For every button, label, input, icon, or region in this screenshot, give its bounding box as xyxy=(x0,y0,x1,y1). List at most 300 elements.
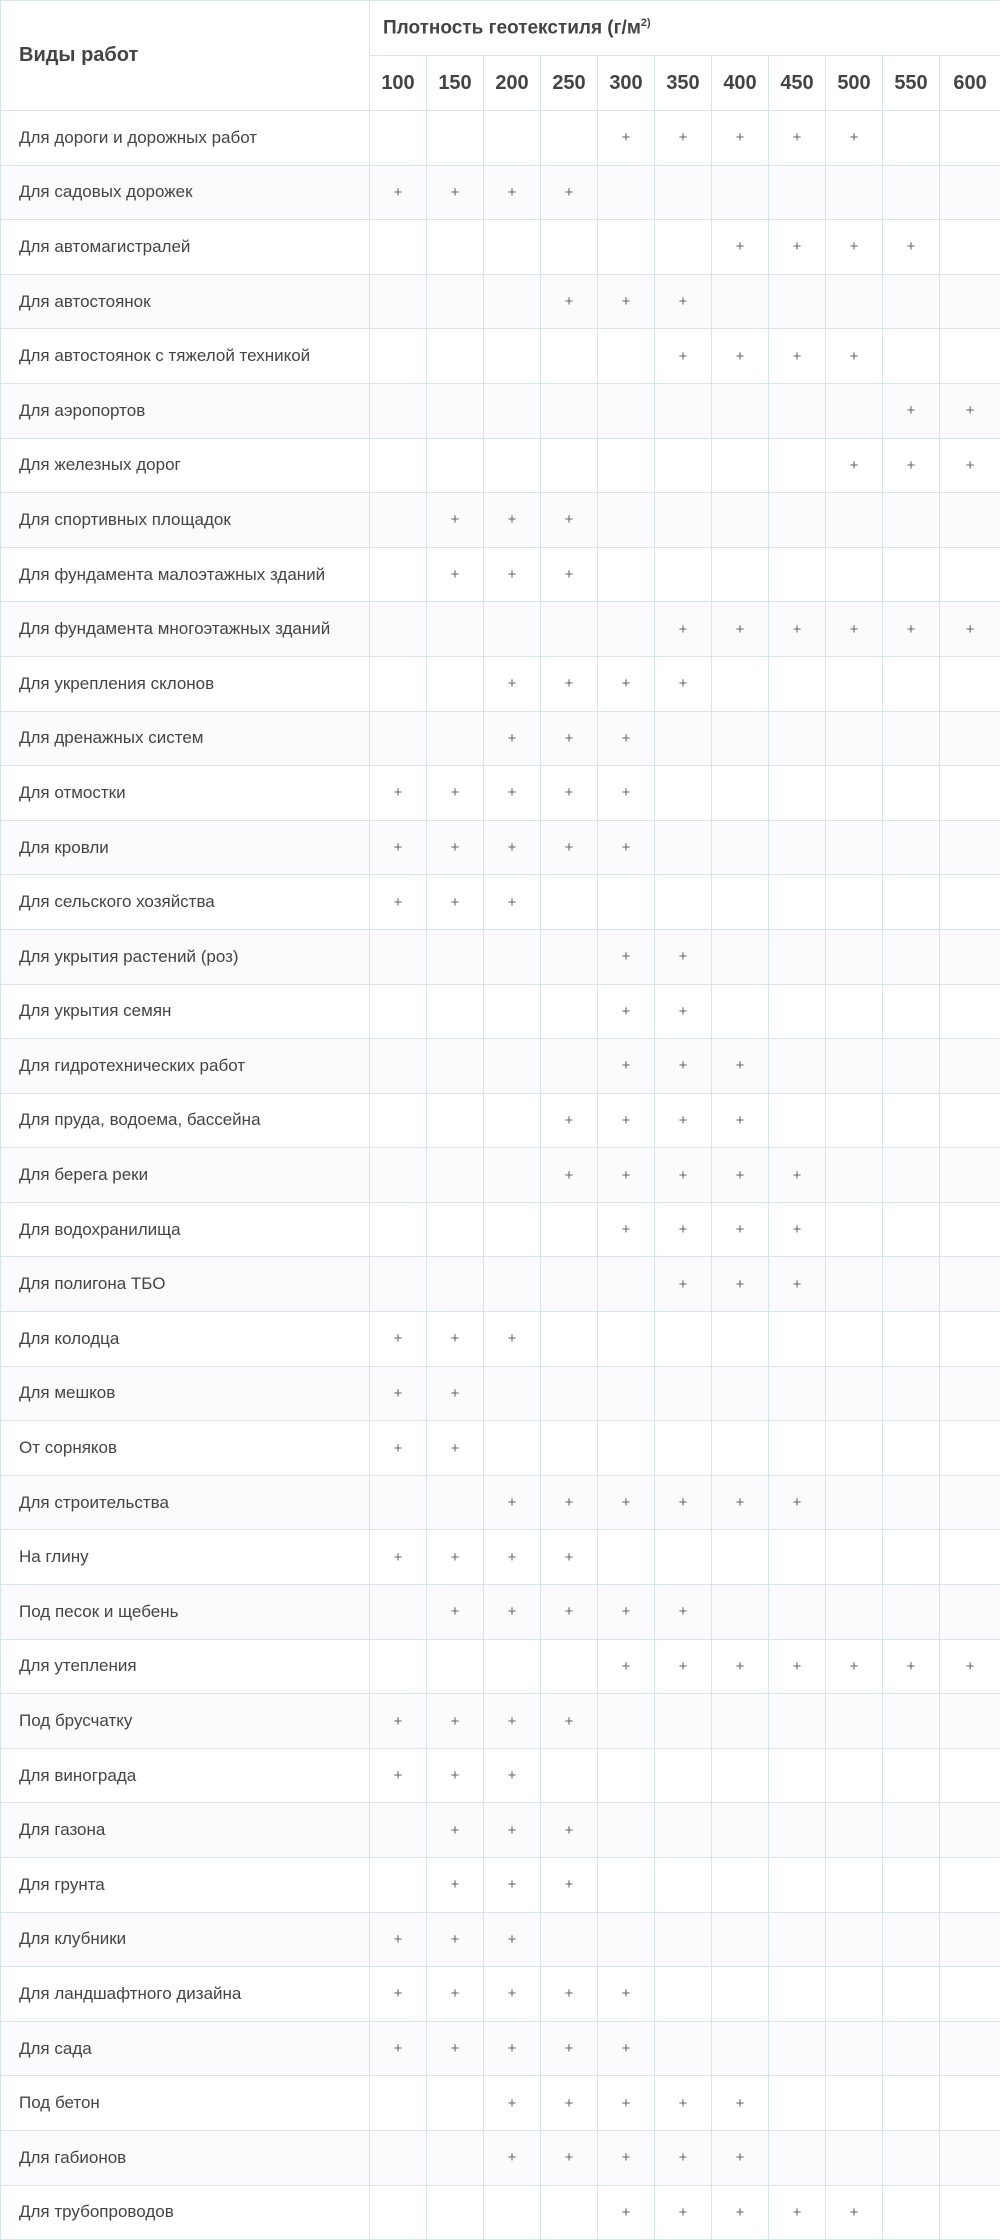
suitable-mark: + xyxy=(484,766,541,821)
empty-cell xyxy=(826,165,883,220)
empty-cell xyxy=(940,2130,1000,2185)
empty-cell xyxy=(940,1967,1000,2022)
table-row xyxy=(1,329,1000,384)
suitable-mark: + xyxy=(712,220,769,275)
empty-cell xyxy=(883,1748,940,1803)
suitable-mark: + xyxy=(598,984,655,1039)
empty-cell xyxy=(712,875,769,930)
empty-cell xyxy=(769,1912,826,1967)
table-row xyxy=(1,820,1000,875)
density-column-header: 450 xyxy=(769,56,826,111)
empty-cell xyxy=(826,984,883,1039)
suitable-mark: + xyxy=(598,1039,655,1094)
suitable-mark: + xyxy=(712,1093,769,1148)
empty-cell xyxy=(826,1694,883,1749)
empty-cell xyxy=(940,111,1000,166)
suitable-mark: + xyxy=(655,1475,712,1530)
work-type-label: Для водохранилища xyxy=(1,1202,370,1257)
density-column-header: 100 xyxy=(370,56,427,111)
suitable-mark: + xyxy=(598,820,655,875)
suitable-mark: + xyxy=(598,274,655,329)
empty-cell xyxy=(655,220,712,275)
empty-cell xyxy=(541,984,598,1039)
suitable-mark: + xyxy=(484,2130,541,2185)
empty-cell xyxy=(769,929,826,984)
work-type-label: Для спортивных площадок xyxy=(1,493,370,548)
suitable-mark: + xyxy=(541,1093,598,1148)
suitable-mark: + xyxy=(826,220,883,275)
empty-cell xyxy=(541,1366,598,1421)
empty-cell xyxy=(712,1803,769,1858)
work-type-label: Для габионов xyxy=(1,2130,370,2185)
table-row xyxy=(1,2130,1000,2185)
empty-cell xyxy=(655,1694,712,1749)
suitable-mark: + xyxy=(370,1748,427,1803)
empty-cell xyxy=(883,1093,940,1148)
suitable-mark: + xyxy=(427,1312,484,1367)
empty-cell xyxy=(484,274,541,329)
empty-cell xyxy=(769,1585,826,1640)
suitable-mark: + xyxy=(598,656,655,711)
table-row xyxy=(1,1858,1000,1913)
suitable-mark: + xyxy=(541,1803,598,1858)
empty-cell xyxy=(598,220,655,275)
table-row xyxy=(1,1585,1000,1640)
empty-cell xyxy=(940,274,1000,329)
suitable-mark: + xyxy=(769,1257,826,1312)
empty-cell xyxy=(940,165,1000,220)
table-row xyxy=(1,929,1000,984)
empty-cell xyxy=(940,1148,1000,1203)
suitable-mark: + xyxy=(655,2130,712,2185)
suitable-mark: + xyxy=(712,2076,769,2131)
empty-cell xyxy=(826,1585,883,1640)
suitable-mark: + xyxy=(598,1967,655,2022)
empty-cell xyxy=(370,1803,427,1858)
suitable-mark: + xyxy=(655,984,712,1039)
empty-cell xyxy=(883,1257,940,1312)
empty-cell xyxy=(370,1257,427,1312)
empty-cell xyxy=(940,1748,1000,1803)
suitable-mark: + xyxy=(427,493,484,548)
table-row xyxy=(1,875,1000,930)
empty-cell xyxy=(484,1202,541,1257)
table-row xyxy=(1,438,1000,493)
suitable-mark: + xyxy=(712,1039,769,1094)
empty-cell xyxy=(427,929,484,984)
empty-cell xyxy=(598,1257,655,1312)
suitable-mark: + xyxy=(598,2076,655,2131)
work-type-label: От сорняков xyxy=(1,1421,370,1476)
empty-cell xyxy=(484,929,541,984)
empty-cell xyxy=(655,493,712,548)
suitable-mark: + xyxy=(712,329,769,384)
empty-cell xyxy=(541,1912,598,1967)
empty-cell xyxy=(712,820,769,875)
empty-cell xyxy=(826,1530,883,1585)
table-row xyxy=(1,766,1000,821)
empty-cell xyxy=(826,274,883,329)
work-type-label: Для укрытия растений (роз) xyxy=(1,929,370,984)
table-row xyxy=(1,1312,1000,1367)
work-type-label: Для мешков xyxy=(1,1366,370,1421)
empty-cell xyxy=(427,1148,484,1203)
empty-cell xyxy=(769,438,826,493)
empty-cell xyxy=(598,165,655,220)
work-type-label: Для берега реки xyxy=(1,1148,370,1203)
table-row xyxy=(1,984,1000,1039)
empty-cell xyxy=(370,493,427,548)
empty-cell xyxy=(655,547,712,602)
empty-cell xyxy=(427,656,484,711)
empty-cell xyxy=(883,1312,940,1367)
empty-cell xyxy=(370,2076,427,2131)
suitable-mark: + xyxy=(427,1803,484,1858)
empty-cell xyxy=(712,766,769,821)
empty-cell xyxy=(541,220,598,275)
suitable-mark: + xyxy=(370,1421,427,1476)
empty-cell xyxy=(883,1530,940,1585)
empty-cell xyxy=(883,165,940,220)
suitable-mark: + xyxy=(883,1639,940,1694)
empty-cell xyxy=(427,1093,484,1148)
work-type-label: Для укрытия семян xyxy=(1,984,370,1039)
empty-cell xyxy=(883,493,940,548)
empty-cell xyxy=(769,1421,826,1476)
empty-cell xyxy=(541,1039,598,1094)
suitable-mark: + xyxy=(712,1257,769,1312)
empty-cell xyxy=(370,1093,427,1148)
empty-cell xyxy=(712,1585,769,1640)
suitable-mark: + xyxy=(940,383,1000,438)
empty-cell xyxy=(541,1257,598,1312)
suitable-mark: + xyxy=(484,1967,541,2022)
empty-cell xyxy=(370,329,427,384)
suitable-mark: + xyxy=(712,1148,769,1203)
empty-cell xyxy=(655,1967,712,2022)
work-type-label: Для грунта xyxy=(1,1858,370,1913)
empty-cell xyxy=(769,711,826,766)
suitable-mark: + xyxy=(484,165,541,220)
work-type-label: Для газона xyxy=(1,1803,370,1858)
empty-cell xyxy=(769,766,826,821)
table-row xyxy=(1,1912,1000,1967)
suitable-mark: + xyxy=(655,1093,712,1148)
empty-cell xyxy=(370,2185,427,2240)
empty-cell xyxy=(883,1858,940,1913)
empty-cell xyxy=(370,929,427,984)
empty-cell xyxy=(940,220,1000,275)
suitable-mark: + xyxy=(484,875,541,930)
suitable-mark: + xyxy=(769,2185,826,2240)
empty-cell xyxy=(712,2021,769,2076)
suitable-mark: + xyxy=(598,766,655,821)
empty-cell xyxy=(769,875,826,930)
suitable-mark: + xyxy=(370,820,427,875)
empty-cell xyxy=(826,766,883,821)
empty-cell xyxy=(712,165,769,220)
density-header-superscript: 2) xyxy=(641,17,651,29)
table-row xyxy=(1,1967,1000,2022)
empty-cell xyxy=(883,820,940,875)
empty-cell xyxy=(940,656,1000,711)
work-type-label: Для садовых дорожек xyxy=(1,165,370,220)
empty-cell xyxy=(940,929,1000,984)
table-row xyxy=(1,1530,1000,1585)
empty-cell xyxy=(940,711,1000,766)
empty-cell xyxy=(598,329,655,384)
empty-cell xyxy=(940,329,1000,384)
suitable-mark: + xyxy=(484,2076,541,2131)
density-column-header: 300 xyxy=(598,56,655,111)
empty-cell xyxy=(427,1475,484,1530)
suitable-mark: + xyxy=(712,111,769,166)
suitable-mark: + xyxy=(712,1202,769,1257)
suitable-mark: + xyxy=(427,766,484,821)
suitable-mark: + xyxy=(598,1585,655,1640)
work-type-label: Под бетон xyxy=(1,2076,370,2131)
empty-cell xyxy=(883,274,940,329)
empty-cell xyxy=(541,383,598,438)
empty-cell xyxy=(826,1858,883,1913)
table-body xyxy=(1,111,1000,2240)
suitable-mark: + xyxy=(940,438,1000,493)
suitable-mark: + xyxy=(484,1312,541,1367)
empty-cell xyxy=(826,383,883,438)
empty-cell xyxy=(883,1585,940,1640)
empty-cell xyxy=(484,602,541,657)
empty-cell xyxy=(712,1858,769,1913)
table-row xyxy=(1,1366,1000,1421)
empty-cell xyxy=(427,329,484,384)
empty-cell xyxy=(427,602,484,657)
empty-cell xyxy=(940,766,1000,821)
table-header xyxy=(1,1,1000,111)
empty-cell xyxy=(598,547,655,602)
suitable-mark: + xyxy=(655,1257,712,1312)
suitable-mark: + xyxy=(826,1639,883,1694)
suitable-mark: + xyxy=(541,656,598,711)
empty-cell xyxy=(883,1366,940,1421)
empty-cell xyxy=(883,1148,940,1203)
density-column-header: 250 xyxy=(541,56,598,111)
work-type-label: Для полигона ТБО xyxy=(1,1257,370,1312)
suitable-mark: + xyxy=(541,766,598,821)
empty-cell xyxy=(655,875,712,930)
table-row xyxy=(1,1202,1000,1257)
empty-cell xyxy=(826,1148,883,1203)
work-type-label: Для клубники xyxy=(1,1912,370,1967)
empty-cell xyxy=(769,820,826,875)
suitable-mark: + xyxy=(712,2130,769,2185)
empty-cell xyxy=(883,1803,940,1858)
empty-cell xyxy=(826,1475,883,1530)
suitable-mark: + xyxy=(826,438,883,493)
empty-cell xyxy=(940,493,1000,548)
table-row xyxy=(1,1421,1000,1476)
empty-cell xyxy=(712,383,769,438)
empty-cell xyxy=(826,2130,883,2185)
empty-cell xyxy=(712,1421,769,1476)
empty-cell xyxy=(769,2076,826,2131)
suitable-mark: + xyxy=(655,1585,712,1640)
work-type-label: На глину xyxy=(1,1530,370,1585)
suitable-mark: + xyxy=(598,2021,655,2076)
empty-cell xyxy=(427,1202,484,1257)
empty-cell xyxy=(826,711,883,766)
suitable-mark: + xyxy=(598,2185,655,2240)
empty-cell xyxy=(769,1312,826,1367)
empty-cell xyxy=(940,1912,1000,1967)
empty-cell xyxy=(883,984,940,1039)
empty-cell xyxy=(826,1312,883,1367)
suitable-mark: + xyxy=(541,1967,598,2022)
empty-cell xyxy=(883,929,940,984)
density-column-header: 550 xyxy=(883,56,940,111)
suitable-mark: + xyxy=(598,1475,655,1530)
suitable-mark: + xyxy=(769,111,826,166)
empty-cell xyxy=(769,1694,826,1749)
empty-cell xyxy=(370,711,427,766)
suitable-mark: + xyxy=(655,2185,712,2240)
suitable-mark: + xyxy=(427,1748,484,1803)
empty-cell xyxy=(883,2076,940,2131)
work-type-label: Для дренажных систем xyxy=(1,711,370,766)
empty-cell xyxy=(826,1257,883,1312)
empty-cell xyxy=(427,984,484,1039)
density-column-header: 200 xyxy=(484,56,541,111)
empty-cell xyxy=(883,2130,940,2185)
empty-cell xyxy=(826,1912,883,1967)
suitable-mark: + xyxy=(655,274,712,329)
empty-cell xyxy=(484,1148,541,1203)
work-types-header: Виды работ xyxy=(1,1,370,111)
suitable-mark: + xyxy=(598,1202,655,1257)
empty-cell xyxy=(769,493,826,548)
empty-cell xyxy=(712,493,769,548)
table-row xyxy=(1,220,1000,275)
empty-cell xyxy=(940,547,1000,602)
empty-cell xyxy=(484,1366,541,1421)
empty-cell xyxy=(427,2185,484,2240)
suitable-mark: + xyxy=(940,602,1000,657)
work-type-label: Для дороги и дорожных работ xyxy=(1,111,370,166)
empty-cell xyxy=(883,547,940,602)
empty-cell xyxy=(541,329,598,384)
suitable-mark: + xyxy=(541,820,598,875)
suitable-mark: + xyxy=(712,2185,769,2240)
empty-cell xyxy=(370,1858,427,1913)
empty-cell xyxy=(484,1421,541,1476)
empty-cell xyxy=(484,1257,541,1312)
empty-cell xyxy=(427,711,484,766)
work-type-label: Для укрепления склонов xyxy=(1,656,370,711)
suitable-mark: + xyxy=(484,1858,541,1913)
empty-cell xyxy=(940,1530,1000,1585)
suitable-mark: + xyxy=(655,1039,712,1094)
empty-cell xyxy=(940,1257,1000,1312)
empty-cell xyxy=(370,602,427,657)
empty-cell xyxy=(541,875,598,930)
suitable-mark: + xyxy=(541,1694,598,1749)
empty-cell xyxy=(541,1312,598,1367)
suitable-mark: + xyxy=(883,220,940,275)
empty-cell xyxy=(769,165,826,220)
empty-cell xyxy=(940,984,1000,1039)
empty-cell xyxy=(541,438,598,493)
suitable-mark: + xyxy=(484,2021,541,2076)
suitable-mark: + xyxy=(541,1858,598,1913)
suitable-mark: + xyxy=(541,274,598,329)
empty-cell xyxy=(655,1912,712,1967)
empty-cell xyxy=(655,1530,712,1585)
suitable-mark: + xyxy=(370,1312,427,1367)
suitable-mark: + xyxy=(598,711,655,766)
suitable-mark: + xyxy=(427,2021,484,2076)
work-type-label: Для утепления xyxy=(1,1639,370,1694)
empty-cell xyxy=(712,1694,769,1749)
suitable-mark: + xyxy=(427,820,484,875)
empty-cell xyxy=(370,984,427,1039)
suitable-mark: + xyxy=(370,1967,427,2022)
empty-cell xyxy=(712,1312,769,1367)
empty-cell xyxy=(655,165,712,220)
suitable-mark: + xyxy=(484,493,541,548)
table-row xyxy=(1,1257,1000,1312)
empty-cell xyxy=(712,656,769,711)
empty-cell xyxy=(883,766,940,821)
empty-cell xyxy=(655,711,712,766)
empty-cell xyxy=(427,274,484,329)
empty-cell xyxy=(655,438,712,493)
table-row xyxy=(1,711,1000,766)
empty-cell xyxy=(940,1039,1000,1094)
empty-cell xyxy=(598,383,655,438)
empty-cell xyxy=(427,1639,484,1694)
empty-cell xyxy=(370,1148,427,1203)
empty-cell xyxy=(598,1421,655,1476)
suitable-mark: + xyxy=(769,1202,826,1257)
density-column-header: 500 xyxy=(826,56,883,111)
suitable-mark: + xyxy=(427,1912,484,1967)
empty-cell xyxy=(826,547,883,602)
empty-cell xyxy=(940,1202,1000,1257)
empty-cell xyxy=(883,656,940,711)
work-type-label: Для автостоянок с тяжелой техникой xyxy=(1,329,370,384)
work-type-label: Для фундамента многоэтажных зданий xyxy=(1,602,370,657)
suitable-mark: + xyxy=(484,1912,541,1967)
empty-cell xyxy=(883,1421,940,1476)
suitable-mark: + xyxy=(598,111,655,166)
empty-cell xyxy=(541,929,598,984)
empty-cell xyxy=(712,1967,769,2022)
table-row xyxy=(1,1748,1000,1803)
suitable-mark: + xyxy=(427,1421,484,1476)
empty-cell xyxy=(370,220,427,275)
suitable-mark: + xyxy=(484,820,541,875)
empty-cell xyxy=(940,2021,1000,2076)
empty-cell xyxy=(883,1475,940,1530)
suitable-mark: + xyxy=(427,165,484,220)
empty-cell xyxy=(940,820,1000,875)
empty-cell xyxy=(370,438,427,493)
suitable-mark: + xyxy=(541,165,598,220)
table-row xyxy=(1,1803,1000,1858)
empty-cell xyxy=(655,1748,712,1803)
suitable-mark: + xyxy=(484,1585,541,1640)
empty-cell xyxy=(655,2021,712,2076)
empty-cell xyxy=(598,1530,655,1585)
